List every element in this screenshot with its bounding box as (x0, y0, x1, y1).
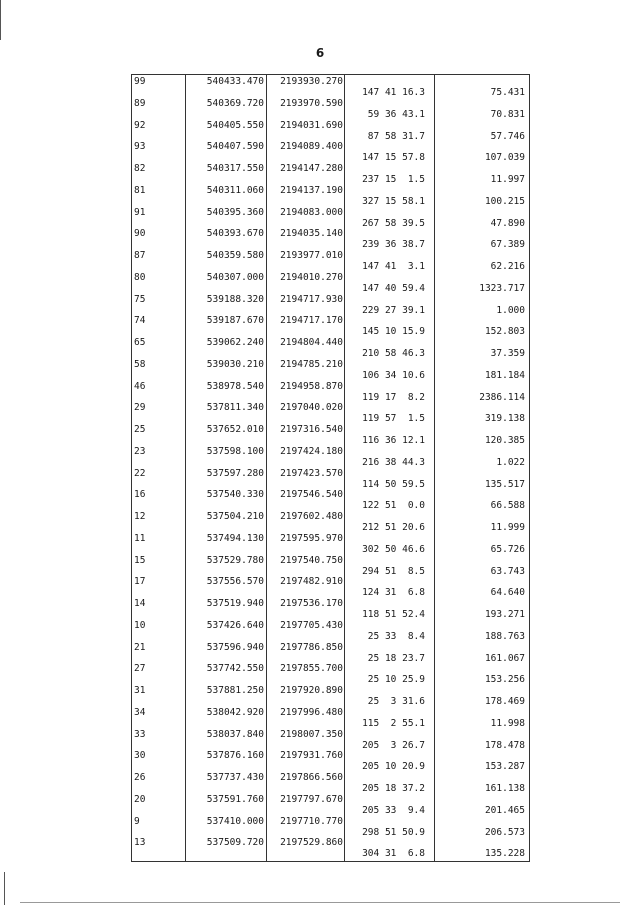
point-y-coordinate: 2197595.970 (280, 532, 343, 544)
point-x-coordinate: 537652.010 (206, 424, 264, 435)
point-id: 14 (134, 598, 146, 609)
course-bearing: 116 36 12.1 (362, 435, 425, 446)
point-x-coordinate: 537811.340 (206, 402, 264, 414)
point-id: 12 (134, 511, 146, 522)
course-bearing: 212 51 20.6 (362, 522, 425, 533)
point-id: 27 (134, 663, 146, 675)
course-distance: 57.746 (490, 130, 525, 142)
course-distance: 206.573 (484, 826, 525, 838)
point-x-coordinate: 537881.250 (206, 685, 264, 696)
course-distance: 11.997 (490, 174, 525, 185)
point-y-coordinate: 2197546.540 (280, 489, 343, 501)
point-id: 93 (134, 141, 146, 153)
point-y-coordinate: 2197931.760 (280, 750, 343, 762)
point-y-coordinate: 2194785.210 (280, 358, 343, 370)
course-distance: 64.640 (490, 587, 525, 599)
page-number: 6 (315, 46, 325, 60)
course-distance: 65.726 (490, 543, 525, 555)
course-bearing: 25 3 31.6 (367, 696, 425, 707)
point-y-coordinate: 2193970.590 (280, 97, 343, 109)
point-y-coordinate: 2194717.170 (280, 315, 343, 327)
point-x-coordinate: 539030.210 (206, 358, 264, 370)
point-x-coordinate: 537742.550 (206, 663, 264, 675)
point-x-coordinate: 537540.330 (206, 489, 264, 501)
course-bearing: 205 33 9.4 (362, 804, 425, 816)
point-y-coordinate: 2197996.480 (280, 706, 343, 718)
course-distance: 135.228 (484, 848, 525, 860)
point-y-coordinate: 2194804.440 (280, 337, 343, 348)
point-id: 15 (134, 554, 146, 566)
point-id: 80 (134, 271, 146, 283)
point-y-coordinate: 2193977.010 (280, 250, 343, 261)
course-bearing: 294 51 8.5 (362, 565, 425, 577)
course-bearing: 119 17 8.2 (362, 391, 425, 403)
point-x-coordinate: 538037.840 (206, 728, 264, 740)
course-bearing: 205 18 37.2 (362, 783, 425, 794)
course-distance: 107.039 (484, 152, 525, 164)
point-x-coordinate: 540405.550 (206, 119, 264, 131)
point-x-coordinate: 540433.470 (206, 76, 264, 87)
point-id: 89 (134, 97, 146, 109)
point-id: 81 (134, 184, 146, 196)
scan-margin-line-left (0, 0, 1, 40)
course-distance: 178.469 (484, 696, 525, 707)
column-divider (344, 75, 345, 861)
course-distance: 120.385 (484, 435, 525, 446)
course-distance: 319.138 (484, 413, 525, 425)
course-bearing: 25 10 25.9 (367, 674, 425, 686)
point-id: 82 (134, 163, 146, 174)
point-y-coordinate: 2194147.280 (280, 163, 343, 174)
course-bearing: 124 31 6.8 (362, 587, 425, 599)
column-divider (185, 75, 186, 861)
point-x-coordinate: 537598.100 (206, 445, 264, 457)
point-id: 9 (134, 815, 140, 827)
course-distance: 161.138 (484, 783, 525, 794)
point-y-coordinate: 2197710.770 (280, 815, 343, 827)
course-distance: 1323.717 (479, 282, 525, 294)
course-bearing: 298 51 50.9 (362, 826, 425, 838)
point-y-coordinate: 2194717.930 (280, 293, 343, 305)
course-bearing: 114 50 59.5 (362, 478, 425, 490)
point-y-coordinate: 2197536.170 (280, 598, 343, 609)
point-y-coordinate: 2197797.670 (280, 793, 343, 805)
course-distance: 153.256 (484, 674, 525, 686)
point-y-coordinate: 2194089.400 (280, 141, 343, 153)
point-y-coordinate: 2197786.850 (280, 641, 343, 653)
point-y-coordinate: 2197705.430 (280, 619, 343, 631)
course-bearing: 122 51 0.0 (362, 500, 425, 512)
point-id: 25 (134, 424, 146, 435)
point-id: 26 (134, 772, 146, 783)
point-y-coordinate: 2197602.480 (280, 511, 343, 522)
point-y-coordinate: 2194958.870 (280, 380, 343, 392)
course-bearing: 267 58 39.5 (362, 217, 425, 229)
point-x-coordinate: 537504.210 (206, 511, 264, 522)
point-x-coordinate: 538042.920 (206, 706, 264, 718)
point-y-coordinate: 2197040.020 (280, 402, 343, 414)
coordinate-table (131, 74, 530, 862)
point-x-coordinate: 537494.130 (206, 532, 264, 544)
point-x-coordinate: 540369.720 (206, 97, 264, 109)
course-distance: 47.890 (490, 217, 525, 229)
point-id: 11 (134, 532, 146, 544)
point-id: 33 (134, 728, 146, 740)
course-distance: 161.067 (484, 652, 525, 664)
point-x-coordinate: 539062.240 (206, 337, 264, 348)
point-id: 34 (134, 706, 146, 718)
point-id: 31 (134, 685, 146, 696)
point-y-coordinate: 2197540.750 (280, 554, 343, 566)
course-bearing: 119 57 1.5 (362, 413, 425, 425)
point-x-coordinate: 540311.060 (206, 184, 264, 196)
course-distance: 66.588 (490, 500, 525, 512)
point-y-coordinate: 2194035.140 (280, 228, 343, 240)
point-y-coordinate: 2194010.270 (280, 271, 343, 283)
point-x-coordinate: 538978.540 (206, 380, 264, 392)
scan-margin-line-bottom (20, 902, 620, 903)
point-y-coordinate: 2197424.180 (280, 445, 343, 457)
point-x-coordinate: 540395.360 (206, 206, 264, 218)
point-y-coordinate: 2197482.910 (280, 576, 343, 588)
point-x-coordinate: 537591.760 (206, 793, 264, 805)
point-x-coordinate: 540407.590 (206, 141, 264, 153)
point-id: 21 (134, 641, 146, 653)
course-bearing: 106 34 10.6 (362, 369, 425, 381)
course-distance: 201.465 (484, 804, 525, 816)
scan-margin-line-bottom-left (4, 872, 5, 905)
point-x-coordinate: 537529.780 (206, 554, 264, 566)
course-distance: 152.803 (484, 326, 525, 338)
column-divider (434, 75, 435, 861)
course-distance: 75.431 (490, 87, 525, 98)
point-y-coordinate: 2194031.690 (280, 119, 343, 131)
point-id: 16 (134, 489, 146, 501)
course-bearing: 216 38 44.3 (362, 456, 425, 468)
point-x-coordinate: 537509.720 (206, 837, 264, 849)
course-bearing: 147 40 59.4 (362, 282, 425, 294)
course-bearing: 239 36 38.7 (362, 239, 425, 251)
point-y-coordinate: 2193930.270 (280, 76, 343, 87)
point-id: 74 (134, 315, 146, 327)
point-x-coordinate: 537596.940 (206, 641, 264, 653)
point-id: 87 (134, 250, 146, 261)
course-bearing: 205 10 20.9 (362, 761, 425, 773)
course-distance: 11.999 (490, 522, 525, 533)
course-distance: 1.000 (496, 304, 525, 316)
point-y-coordinate: 2194137.190 (280, 184, 343, 196)
point-x-coordinate: 540359.580 (206, 250, 264, 261)
course-bearing: 304 31 6.8 (362, 848, 425, 860)
course-distance: 2386.114 (479, 391, 525, 403)
point-y-coordinate: 2197423.570 (280, 467, 343, 479)
column-divider (266, 75, 267, 861)
course-bearing: 59 36 43.1 (367, 108, 425, 120)
point-id: 65 (134, 337, 146, 348)
course-distance: 37.359 (490, 348, 525, 359)
point-x-coordinate: 540393.670 (206, 228, 264, 240)
point-x-coordinate: 539188.320 (206, 293, 264, 305)
course-bearing: 87 58 31.7 (367, 130, 425, 142)
course-bearing: 147 15 57.8 (362, 152, 425, 164)
point-id: 92 (134, 119, 146, 131)
course-bearing: 229 27 39.1 (362, 304, 425, 316)
point-id: 29 (134, 402, 146, 414)
course-bearing: 25 33 8.4 (367, 630, 425, 642)
point-x-coordinate: 537519.940 (206, 598, 264, 609)
point-x-coordinate: 537410.000 (206, 815, 264, 827)
point-y-coordinate: 2197529.860 (280, 837, 343, 849)
point-x-coordinate: 539187.670 (206, 315, 264, 327)
course-bearing: 145 10 15.9 (362, 326, 425, 338)
course-bearing: 115 2 55.1 (362, 717, 425, 729)
point-y-coordinate: 2198007.350 (280, 728, 343, 740)
point-x-coordinate: 537426.640 (206, 619, 264, 631)
course-distance: 181.184 (484, 369, 525, 381)
course-bearing: 205 3 26.7 (362, 739, 425, 751)
point-x-coordinate: 537556.570 (206, 576, 264, 588)
course-bearing: 210 58 46.3 (362, 348, 425, 359)
point-id: 46 (134, 380, 146, 392)
course-bearing: 327 15 58.1 (362, 195, 425, 207)
point-id: 20 (134, 793, 146, 805)
point-id: 10 (134, 619, 146, 631)
point-x-coordinate: 537597.280 (206, 467, 264, 479)
course-bearing: 147 41 3.1 (362, 261, 425, 272)
point-id: 99 (134, 76, 146, 87)
course-bearing: 118 51 52.4 (362, 609, 425, 620)
point-x-coordinate: 540317.550 (206, 163, 264, 174)
point-y-coordinate: 2197866.560 (280, 772, 343, 783)
course-distance: 100.215 (484, 195, 525, 207)
point-x-coordinate: 540307.000 (206, 271, 264, 283)
point-id: 90 (134, 228, 146, 240)
point-id: 30 (134, 750, 146, 762)
point-y-coordinate: 2197316.540 (280, 424, 343, 435)
point-id: 23 (134, 445, 146, 457)
course-bearing: 302 50 46.6 (362, 543, 425, 555)
course-distance: 188.763 (484, 630, 525, 642)
course-distance: 153.287 (484, 761, 525, 773)
point-id: 22 (134, 467, 146, 479)
course-bearing: 147 41 16.3 (362, 87, 425, 98)
point-x-coordinate: 537876.160 (206, 750, 264, 762)
course-distance: 63.743 (490, 565, 525, 577)
course-distance: 11.998 (490, 717, 525, 729)
course-distance: 193.271 (484, 609, 525, 620)
point-x-coordinate: 537737.430 (206, 772, 264, 783)
point-id: 58 (134, 358, 146, 370)
point-id: 17 (134, 576, 146, 588)
course-distance: 70.831 (490, 108, 525, 120)
point-y-coordinate: 2197855.700 (280, 663, 343, 675)
course-bearing: 237 15 1.5 (362, 174, 425, 185)
point-id: 13 (134, 837, 146, 849)
point-id: 91 (134, 206, 146, 218)
course-distance: 67.389 (490, 239, 525, 251)
course-distance: 62.216 (490, 261, 525, 272)
point-id: 75 (134, 293, 146, 305)
course-bearing: 25 18 23.7 (367, 652, 425, 664)
course-distance: 1.022 (496, 456, 525, 468)
point-y-coordinate: 2197920.890 (280, 685, 343, 696)
course-distance: 135.517 (484, 478, 525, 490)
course-distance: 178.478 (484, 739, 525, 751)
point-y-coordinate: 2194083.000 (280, 206, 343, 218)
